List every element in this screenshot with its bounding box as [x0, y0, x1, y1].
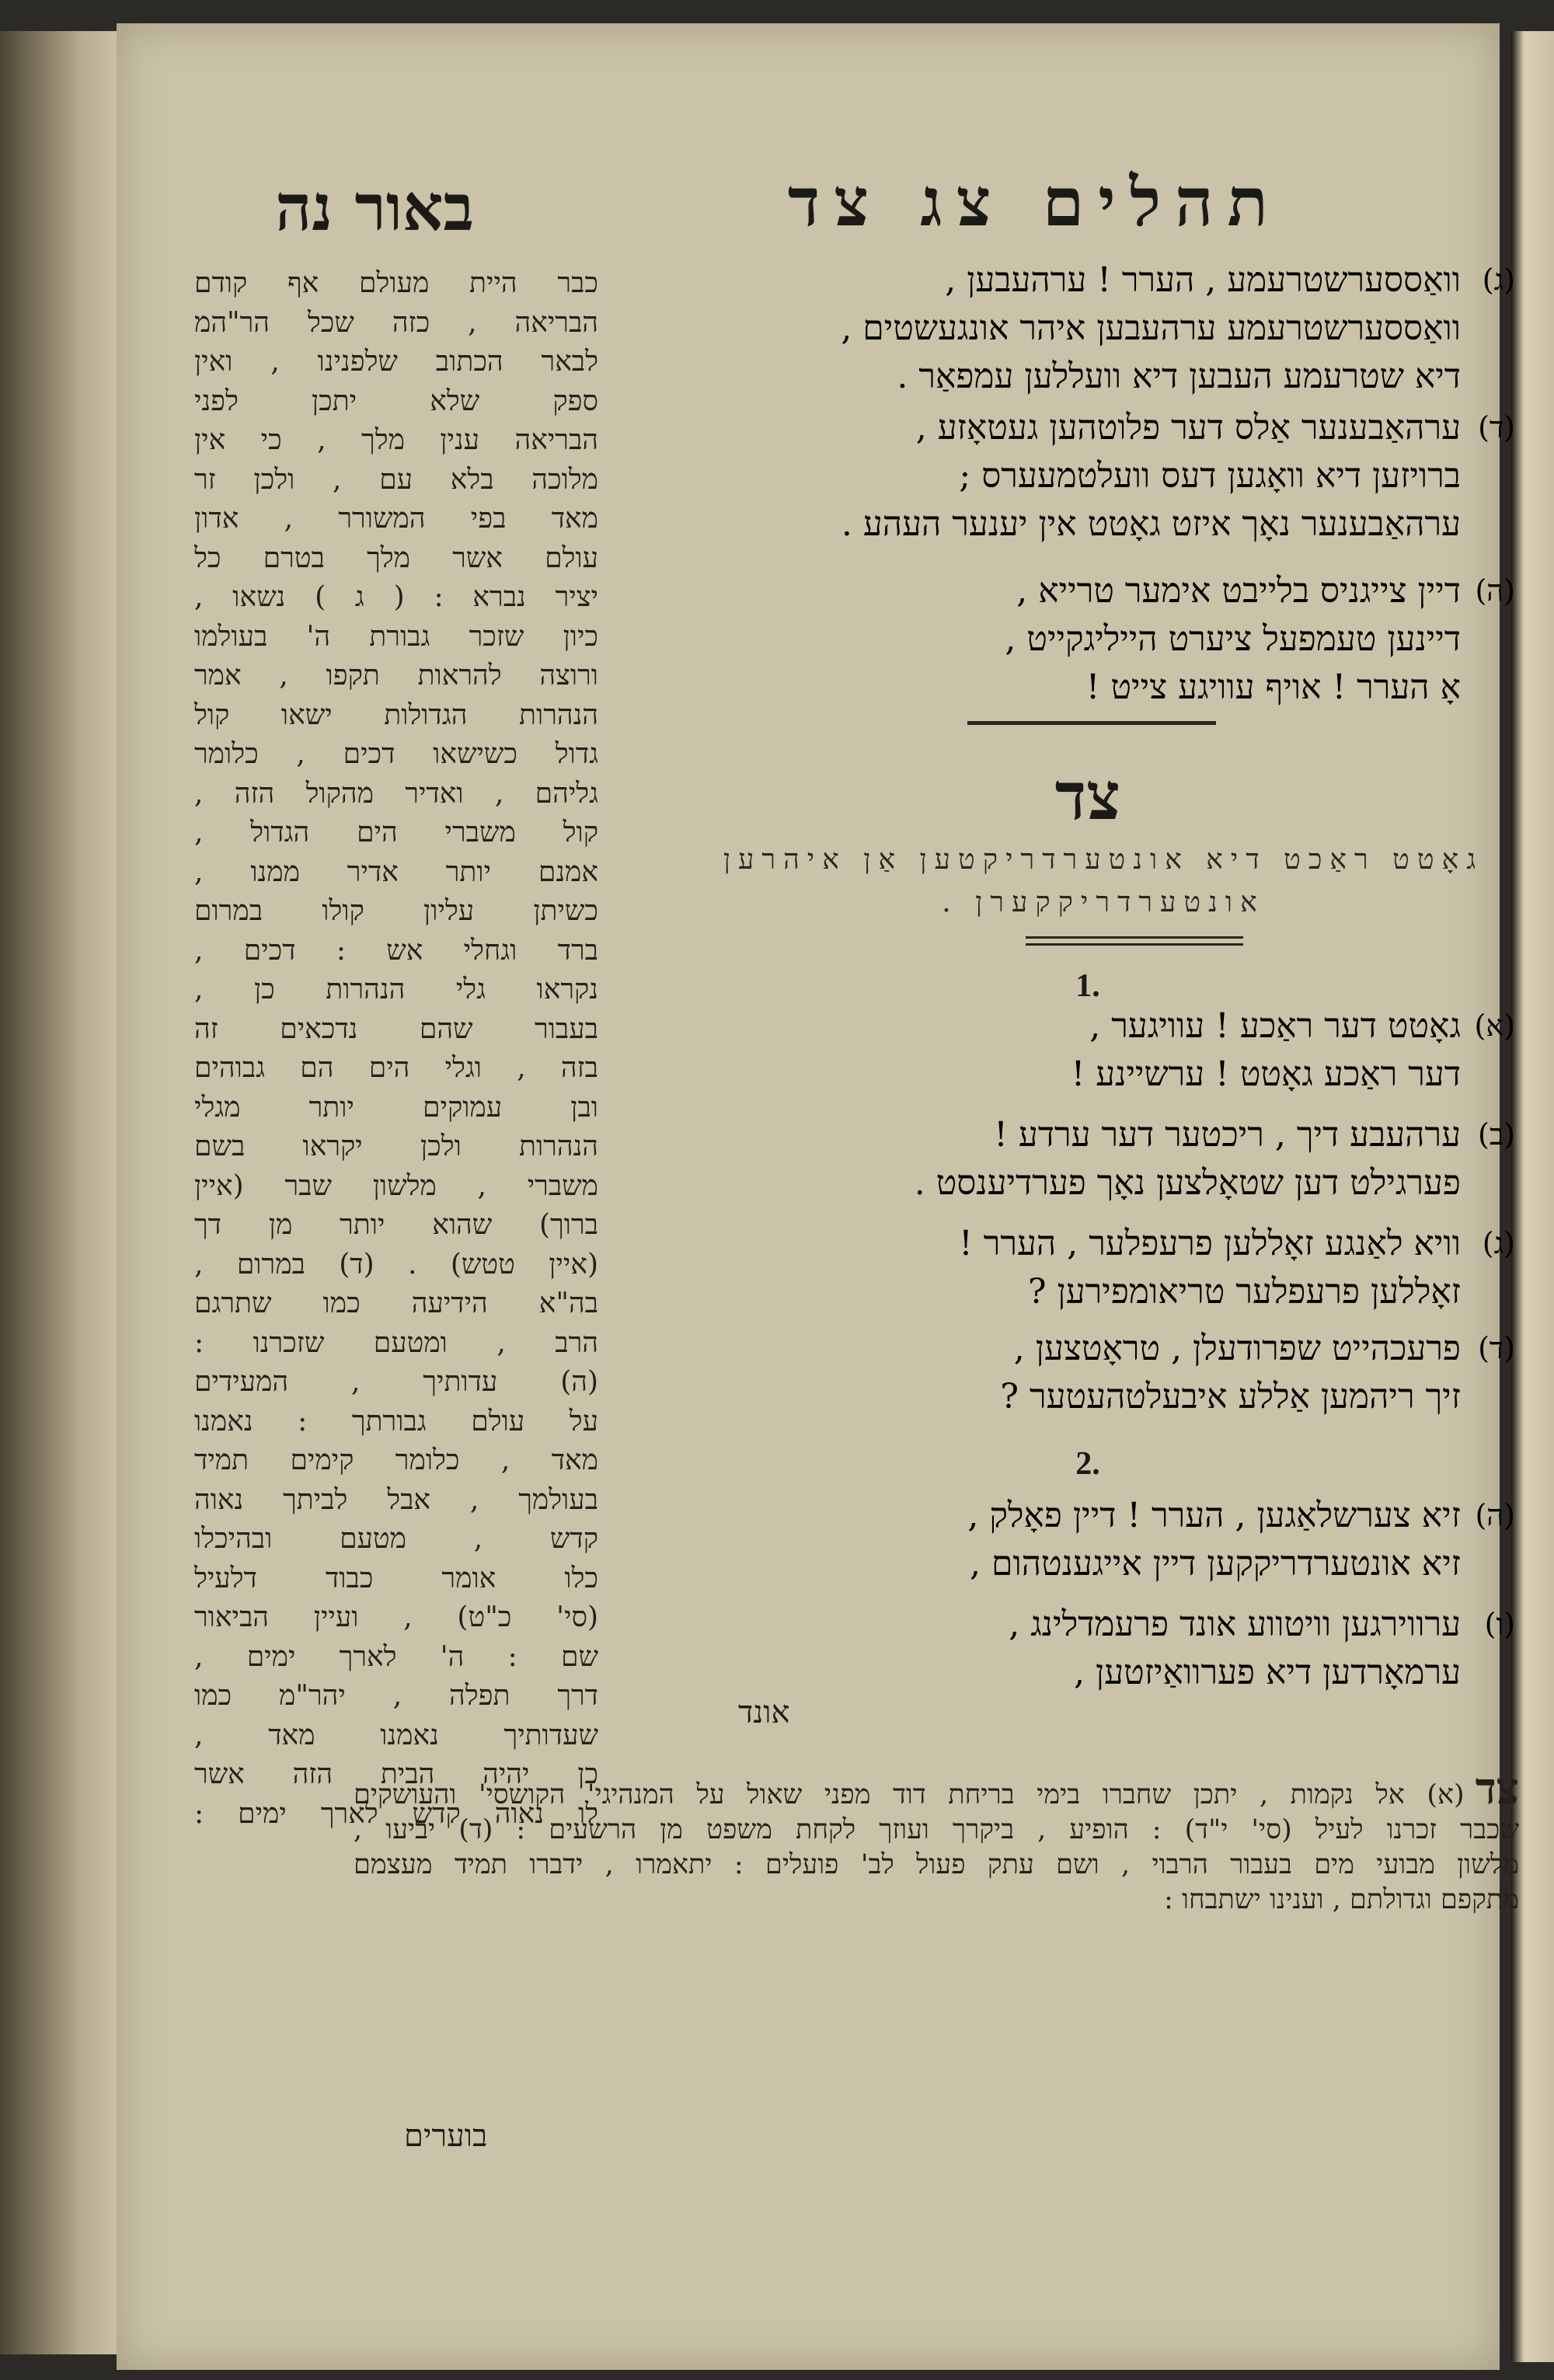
commentary-line: גדול כשישאו דכים , כלומר — [194, 738, 598, 770]
commentary-line: (ה) עדותיך , המעידים — [194, 1366, 598, 1398]
commentary-line: הרב , ומטעם שזכרנו : — [194, 1326, 598, 1359]
verse-line: זיך ריהמען אַללע איבעלטהעטער ? — [1000, 1377, 1461, 1417]
commentary-line: הבריאה , כזה שכל הר"המ — [194, 306, 598, 339]
commentary-line: מלוכה בלא עם , ולכן זר — [194, 463, 598, 496]
verse-line: וואַססערשטרעמע ערהעבען איהר אונגעשטים , — [841, 308, 1461, 348]
commentary-line: כשיתן עליון קולו במרום — [194, 895, 598, 927]
running-header-right: תהלים צג צד — [787, 163, 1282, 242]
verse-line: זאָללען פרעפלער טריאומפירען ? — [1027, 1272, 1461, 1312]
verse-line: פערגילט דען שטאָלצען נאָך פערדיענסט . — [914, 1163, 1461, 1203]
verse-line: ערהעבע דיך , ריכטער דער ערדע ! — [994, 1115, 1461, 1155]
verse-line: גאָטט דער ראַכע ! עוויגער , — [1089, 1006, 1461, 1046]
verse — [653, 1492, 1515, 1588]
commentary-line: אמנם יותר אדיר ממנו , — [194, 855, 598, 888]
commentary-line: עולם אשר מלך בטרם כל — [194, 542, 598, 574]
commentary-line: שעדותיך נאמנו מאד , — [194, 1719, 598, 1751]
commentary-line: מאד בפי המשורר , אדון — [194, 503, 598, 535]
commentary-line: הנהרות ולכן יקראו בשם — [194, 1131, 598, 1162]
verse-line: דיינען טעמפעל ציערט הייליגקייט , — [1005, 619, 1461, 659]
verse-number: (ד) — [1478, 1331, 1515, 1365]
psalm-title: צד — [1054, 758, 1121, 835]
double-divider — [1026, 936, 1243, 946]
verse-number: (א) — [1474, 1009, 1515, 1043]
verse-number: (ג) — [1482, 263, 1515, 297]
catchword: אונד — [738, 1695, 790, 1730]
commentary-line: כבר היית מעולם אף קודם — [194, 267, 598, 299]
verse — [653, 1220, 1515, 1316]
commentary-line: יציר נברא : ( ג ) נשאו , — [194, 581, 598, 613]
book-page-edges — [0, 31, 117, 2354]
psalm-subtitle-line-1: גאָטט ראַכט דיא אונטערדריקטען אַן איהרען — [723, 844, 1484, 876]
commentary-line: ספק שלא יתכן לפני — [194, 385, 598, 417]
verse-number: (ה) — [1475, 1498, 1515, 1532]
verse-line: דיא שטרעמע העבען דיא וועללען עמפאַר . — [897, 357, 1461, 396]
verse-line: זיא אונטערדריקקען דיין אייגענטהום , — [970, 1544, 1461, 1584]
footnote-line: מלשון מבועי מים בעבור הרבוי , ושם עתק פעול לב' פועלים : יתאמרו , ידברו תמיד מעצמם — [354, 1849, 1519, 1880]
commentary-line: נקראו גלי הנהרות כן , — [194, 974, 598, 1005]
footnote-line: מתקפם וגדולתם , וענינו ישתבחו : — [1164, 1884, 1519, 1915]
commentary-line: הנהרות הגדולות ישאו קול — [194, 699, 598, 731]
footnote-text: (א) אל נקמות , יתכן שחברו בימי בריחת דוד מפני שאול על המנהיגי' הקושסי' והעושקים — [354, 1779, 1465, 1810]
verse — [653, 1002, 1515, 1099]
commentary-line: (סי' כ"ט) , ועיין הביאור — [194, 1601, 598, 1633]
commentary-line: (איין טטש) . (ד) במרום , — [194, 1248, 598, 1281]
commentary-line: בעולמך , אבל לביתך נאוה — [194, 1483, 598, 1516]
commentary-line: בזה , וגלי הים הם גבוהים — [194, 1052, 598, 1084]
commentary-line: ברד וגחלי אש : דכים , — [194, 934, 598, 967]
commentary-column — [194, 264, 598, 1834]
verse-line: דיין צייגניס בלייבט אימער טרייא , — [1016, 571, 1461, 611]
verse-number: (ב) — [1478, 1117, 1515, 1152]
verse — [653, 404, 1515, 549]
verse-line: ערמאָרדען דיא פערוואַיזטען , — [1074, 1653, 1461, 1692]
footnote-psalm-mark: צד — [1475, 1763, 1519, 1814]
verse-line: ערווירגען וויטווע אונד פרעמדלינג , — [1009, 1605, 1461, 1644]
verse — [653, 256, 1515, 401]
verse-line: זיא צערשלאַגען , הערר ! דיין פאָלק , — [967, 1496, 1461, 1535]
verse-line: פרעכהייט שפרודעלן , טראָטצען , — [1013, 1329, 1461, 1368]
verse-line: דער ראַכע גאָטט ! ערשיינע ! — [1071, 1054, 1461, 1094]
footnote-line: שכבר זכרנו לעיל (סי' י"ד) : הופיע , ביקרך ועוזך לקחת משפט מן הרשעים : (ד) יביעו , — [354, 1814, 1519, 1845]
commentary-line: שם : ה' לארך ימים , — [194, 1640, 598, 1673]
verse-line: וואַססערשטרעמע , הערר ! ערהעבען , — [945, 260, 1461, 300]
section-number-2: 2. — [1075, 1446, 1100, 1482]
verse — [653, 1111, 1515, 1207]
verse-number: (ד) — [1478, 410, 1515, 444]
verse — [653, 1601, 1515, 1697]
verse-number: (ג) — [1482, 1226, 1515, 1260]
running-header-left: באור נה — [275, 171, 474, 246]
book-spine-edge — [1511, 31, 1554, 2362]
verse — [653, 567, 1515, 712]
commentary-line: ורוצה להראות תקפו , אמר — [194, 660, 598, 692]
verse-number: (ו) — [1484, 1607, 1515, 1641]
commentary-line: משברי , מלשון שבר (איין — [194, 1169, 598, 1202]
verse-line: אָ הערר ! אויף עוויגע צייט ! — [1085, 667, 1461, 707]
verse-line: ערהאַבענער אַלס דער פלוטהען געטאָזע , — [915, 408, 1461, 448]
commentary-line: קול משברי הים הגדול , — [194, 817, 598, 849]
commentary-line: לו נאוה קדש לארך ימים : — [194, 1797, 598, 1830]
commentary-line: כלו אומר כבוד דלעיל — [194, 1562, 598, 1594]
commentary-line: גליהם , ואדיר מהקול הזה , — [194, 777, 598, 810]
commentary-line: כיון שזכר גבורת ה' בעולמו — [194, 620, 598, 653]
section-number-1: 1. — [1075, 968, 1100, 1004]
commentary-line: על עולם גבורתך : נאמנו — [194, 1405, 598, 1437]
commentary-line: לבאר הכתוב שלפנינו , ואין — [194, 346, 598, 378]
verse-number: (ה) — [1475, 573, 1515, 608]
verse-line: ערהאַבענער נאָך איזט גאָטט אין יענער העהע . — [841, 504, 1461, 544]
signature-mark: בוערים — [404, 2118, 488, 2154]
commentary-line: הבריאה ענין מלך , כי אין — [194, 424, 598, 456]
commentary-line: בעבור שהם נדכאים זה — [194, 1012, 598, 1045]
commentary-line: דרך תפלה , יהר"מ כמו — [194, 1680, 598, 1712]
commentary-line: כן יהיה הבית הזה אשר — [194, 1758, 598, 1790]
commentary-line: קדש , מטעם ובהיכלו — [194, 1523, 598, 1555]
commentary-line: ובן עמוקים יותר מגלי — [194, 1091, 598, 1124]
verse — [653, 1325, 1515, 1421]
psalm-subtitle-line-2: אונטערדריקקערן . — [942, 887, 1265, 918]
verse-line: וויא לאַנגע זאָללען פרעפלער , הערר ! — [959, 1224, 1461, 1263]
commentary-line: מאד , כלומר קימים תמיד — [194, 1444, 598, 1476]
verse-line: ברויזען דיא וואָגען דעס וועלטמעערס ; — [959, 456, 1461, 496]
section-divider — [967, 721, 1216, 725]
commentary-line: בה"א הידיעה כמו שתרגם — [194, 1288, 598, 1319]
commentary-line: ברוך) שהוא יותר מן דך — [194, 1209, 598, 1241]
